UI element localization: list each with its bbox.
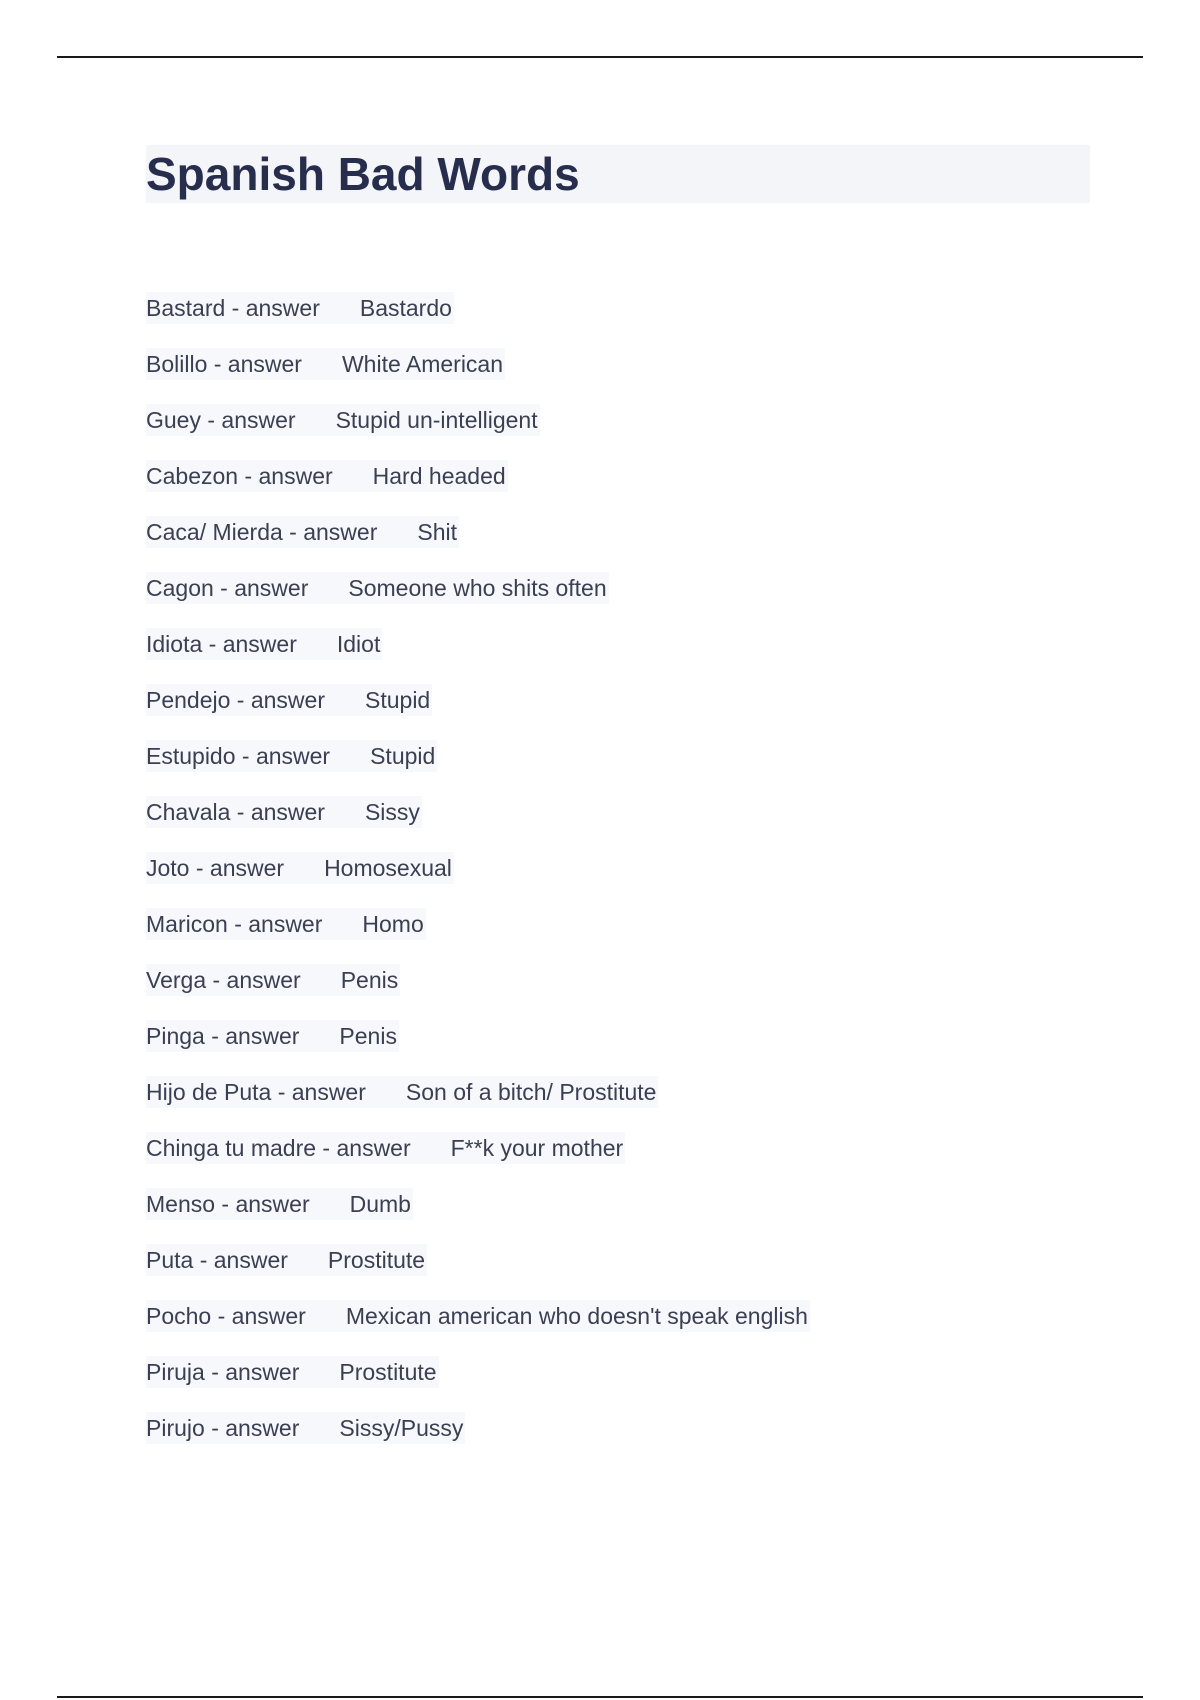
list-item xyxy=(146,1232,810,1288)
list-item xyxy=(146,280,810,336)
list-item xyxy=(146,448,810,504)
card-term: Verga - answer xyxy=(146,966,301,993)
list-item xyxy=(146,560,810,616)
card-term: Cagon - answer xyxy=(146,574,309,601)
list-item xyxy=(146,504,810,560)
card-definition: Bastardo xyxy=(359,294,452,321)
card-term: Menso - answer xyxy=(146,1190,310,1217)
card-definition: Prostitute xyxy=(327,1246,426,1273)
page-title: Spanish Bad Words xyxy=(146,148,580,200)
card-definition: Homo xyxy=(362,910,424,937)
list-item xyxy=(146,1176,810,1232)
list-item xyxy=(146,1008,810,1064)
list-item xyxy=(146,1288,810,1344)
card-term: Pocho - answer xyxy=(146,1302,306,1329)
card-term: Bolillo - answer xyxy=(146,350,302,377)
card-term: Pendejo - answer xyxy=(146,686,325,713)
card-term: Pirujo - answer xyxy=(146,1414,300,1441)
list-item xyxy=(146,616,810,672)
card-definition: White American xyxy=(341,350,504,377)
card-term: Cabezon - answer xyxy=(146,462,333,489)
card-term: Pinga - answer xyxy=(146,1022,300,1049)
card-term: Guey - answer xyxy=(146,406,296,433)
card-definition: Mexican american who doesn't speak english xyxy=(345,1302,808,1329)
list-item xyxy=(146,392,810,448)
list-item xyxy=(146,1400,810,1456)
card-term: Hijo de Puta - answer xyxy=(146,1078,366,1105)
card-definition: Penis xyxy=(340,966,399,993)
card-term: Maricon - answer xyxy=(146,910,323,937)
card-definition: Prostitute xyxy=(339,1358,437,1385)
card-term: Chinga tu madre - answer xyxy=(146,1134,411,1161)
card-term: Bastard - answer xyxy=(146,294,320,321)
list-item xyxy=(146,1064,810,1120)
card-term: Estupido - answer xyxy=(146,742,331,769)
card-term: Chavala - answer xyxy=(146,798,325,825)
list-item xyxy=(146,672,810,728)
card-term: Piruja - answer xyxy=(146,1358,300,1385)
card-term: Idiota - answer xyxy=(146,630,297,657)
card-term: Caca/ Mierda - answer xyxy=(146,518,378,545)
card-definition: Stupid xyxy=(370,742,436,769)
flashcard-list xyxy=(146,280,810,1456)
card-definition: Hard headed xyxy=(372,462,506,489)
card-definition: Someone who shits often xyxy=(348,574,607,601)
card-definition: Idiot xyxy=(336,630,381,657)
list-item xyxy=(146,728,810,784)
card-definition: Shit xyxy=(417,518,457,545)
footer-rule xyxy=(57,1696,1143,1698)
list-item xyxy=(146,784,810,840)
card-term: Puta - answer xyxy=(146,1246,288,1273)
card-definition: Stupid un-intelligent xyxy=(335,406,538,433)
card-definition: Stupid xyxy=(365,686,431,713)
list-item xyxy=(146,840,810,896)
card-definition: Homosexual xyxy=(324,854,452,881)
card-definition: Sissy/Pussy xyxy=(339,1414,464,1441)
header-rule xyxy=(57,56,1143,58)
list-item xyxy=(146,336,810,392)
card-definition: F**k your mother xyxy=(450,1134,624,1161)
list-item xyxy=(146,1344,810,1400)
list-item xyxy=(146,896,810,952)
card-definition: Son of a bitch/ Prostitute xyxy=(405,1078,657,1105)
card-definition: Dumb xyxy=(349,1190,411,1217)
list-item xyxy=(146,1120,810,1176)
card-definition: Penis xyxy=(339,1022,397,1049)
list-item xyxy=(146,952,810,1008)
card-term: Joto - answer xyxy=(146,854,285,881)
card-definition: Sissy xyxy=(364,798,420,825)
